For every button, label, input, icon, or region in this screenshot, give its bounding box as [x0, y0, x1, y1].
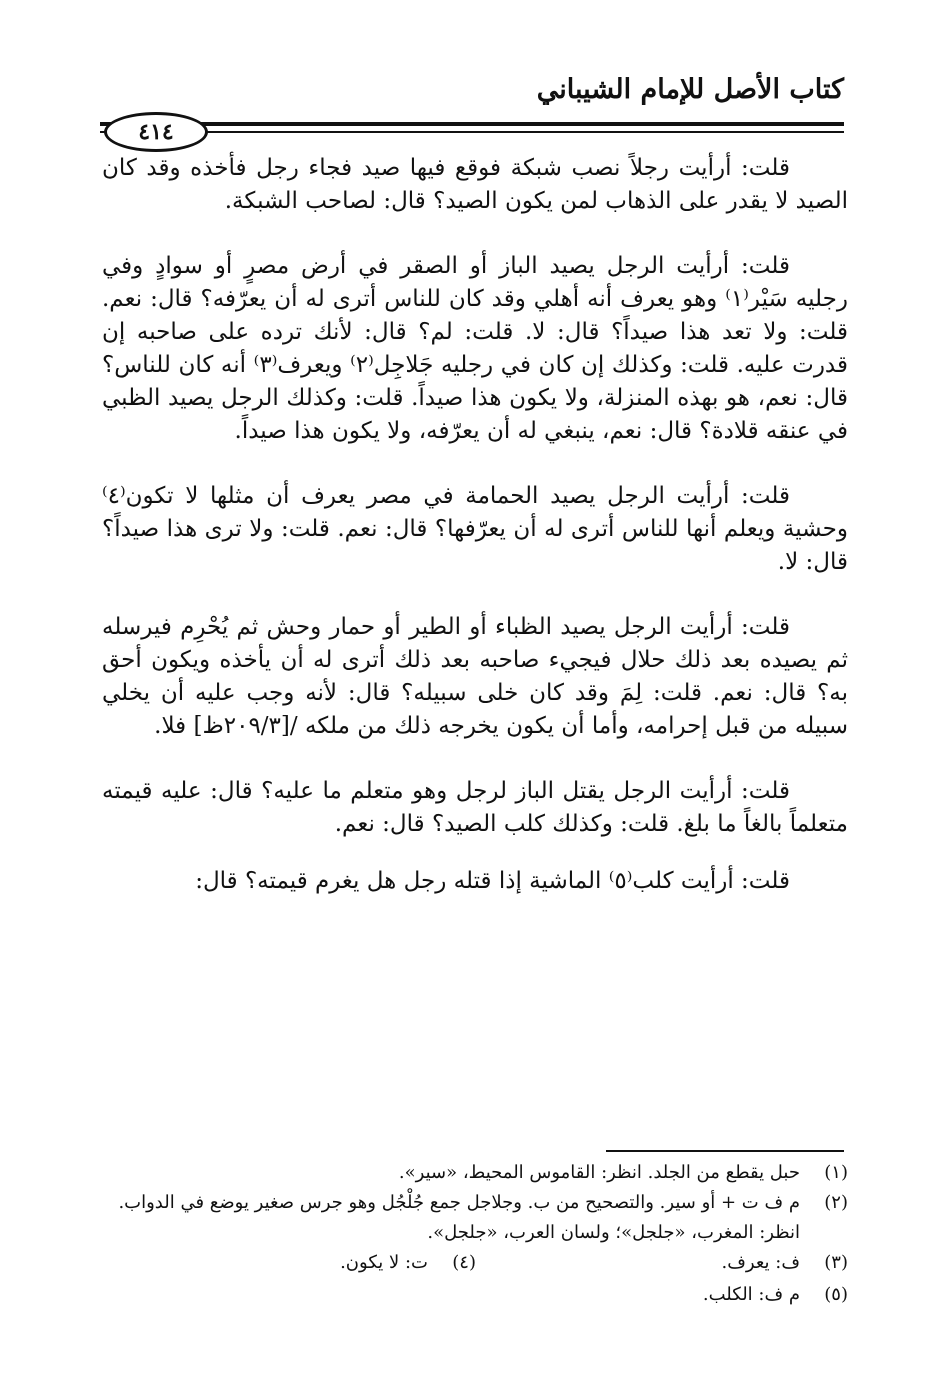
main-text — [102, 152, 848, 930]
footnote-text: م ف: الكلب. — [702, 1284, 800, 1305]
page-number-badge: ٤١٤ — [104, 112, 208, 152]
footnote-5 — [96, 1280, 848, 1310]
footnote-number: (٣) — [824, 1252, 848, 1273]
footnote-number: (١) — [824, 1162, 848, 1183]
paragraph-5: قلت: أرأيت الرجل يقتل الباز لرجل وهو متعلم ما عليه؟ قال: عليه قيمته متعلماً بالغاً ما بلغ. قلت: وكذلك كلب الصيد؟ قال: نعم. — [102, 778, 848, 837]
footnote-text: ت: لا يكون. — [340, 1252, 428, 1273]
paragraph-3: قلت: أرأيت الرجل يصيد الحمامة في مصر يعرف أن مثلها لا تكون⁽٤⁾ وحشية ويعلم أنها للناس أترى له أن يعرّفها؟ قال: نعم. قلت: ولا ترى هذا صيداً؟ قال: لا. — [102, 483, 848, 575]
header-rule-thin — [100, 131, 844, 133]
footnote-text: حبل يقطع من الجلد. انظر: القاموس المحيط، «سير». — [398, 1162, 800, 1183]
running-header-title: كتاب الأصل للإمام الشيباني — [536, 74, 844, 105]
footnote-text: ف: يعرف. — [721, 1252, 800, 1273]
footnote-number: (٤) — [452, 1252, 476, 1273]
paragraph-2: قلت: أرأيت الرجل يصيد الباز أو الصقر في أرض مصرٍ أو سوادٍ وفي رجليه سَيْر⁽١⁾ وهو يعرف أنه أهلي وقد كان للناس أترى له أن يعرّفه؟ قال: نعم. قلت: ولا تعد هذا صيداً؟ قال: لا. قلت: لم؟ قال: لأنك ترده على صاحبه إن قدرت عليه. قلت: وكذلك إن كان في رجليه جَلاجِل⁽٢⁾ ويعرف⁽٣⁾ أنه كان للناس؟ قال: نعم، هو بهذه المنزلة، ولا يكون هذا صيداً. قلت: وكذلك الرجل يصيد الظبي في عنقه قلادة؟ قال: نعم، ينبغي له أن يعرّفه، ولا يكون هذا صيداً. — [102, 253, 848, 444]
footnote-2 — [96, 1188, 848, 1248]
footnote-number: (٥) — [824, 1284, 848, 1305]
header-rule-thick — [100, 122, 844, 126]
footnote-number: (٢) — [824, 1192, 848, 1213]
footnote-separator — [606, 1150, 844, 1152]
footnote-row-3-4 — [96, 1248, 848, 1280]
footnote-text: م ف ت + أو سير. والتصحيح من ب. وجلاجل جمع جُلْجُل وهو جرس صغير يوضع في الدواب. انظر: المغرب، «جلجل»؛ ولسان العرب، «جلجل». — [118, 1192, 800, 1243]
paragraph-1: قلت: أرأيت رجلاً نصب شبكة فوقع فيها صيد فجاء رجل فأخذه وقد كان الصيد لا يقدر على الذهاب لمن يكون الصيد؟ قال: لصاحب الشبكة. — [102, 155, 848, 214]
paragraph-4: قلت: أرأيت الرجل يصيد الظباء أو الطير أو حمار وحش ثم يُحْرِم فيرسله ثم يصيده بعد ذلك حلال فيجيء صاحبه بعد ذلك أترى له أن يأخذه ويكون أحق به؟ قال: نعم. قلت: لِمَ وقد كان خلى سبيله؟ قال: لأنه وجب عليه أن يخلي سبيله من قبل إحرامه، وأما أن يكون يخرجه ذلك من ملكه /[٢٠٩/٣ظ] فلا. — [102, 614, 848, 739]
paragraph-6: قلت: أرأيت كلب⁽٥⁾ الماشية إذا قتله رجل هل يغرم قيمته؟ قال: — [195, 868, 790, 894]
footnotes — [96, 1158, 848, 1310]
footnote-1 — [96, 1158, 848, 1188]
